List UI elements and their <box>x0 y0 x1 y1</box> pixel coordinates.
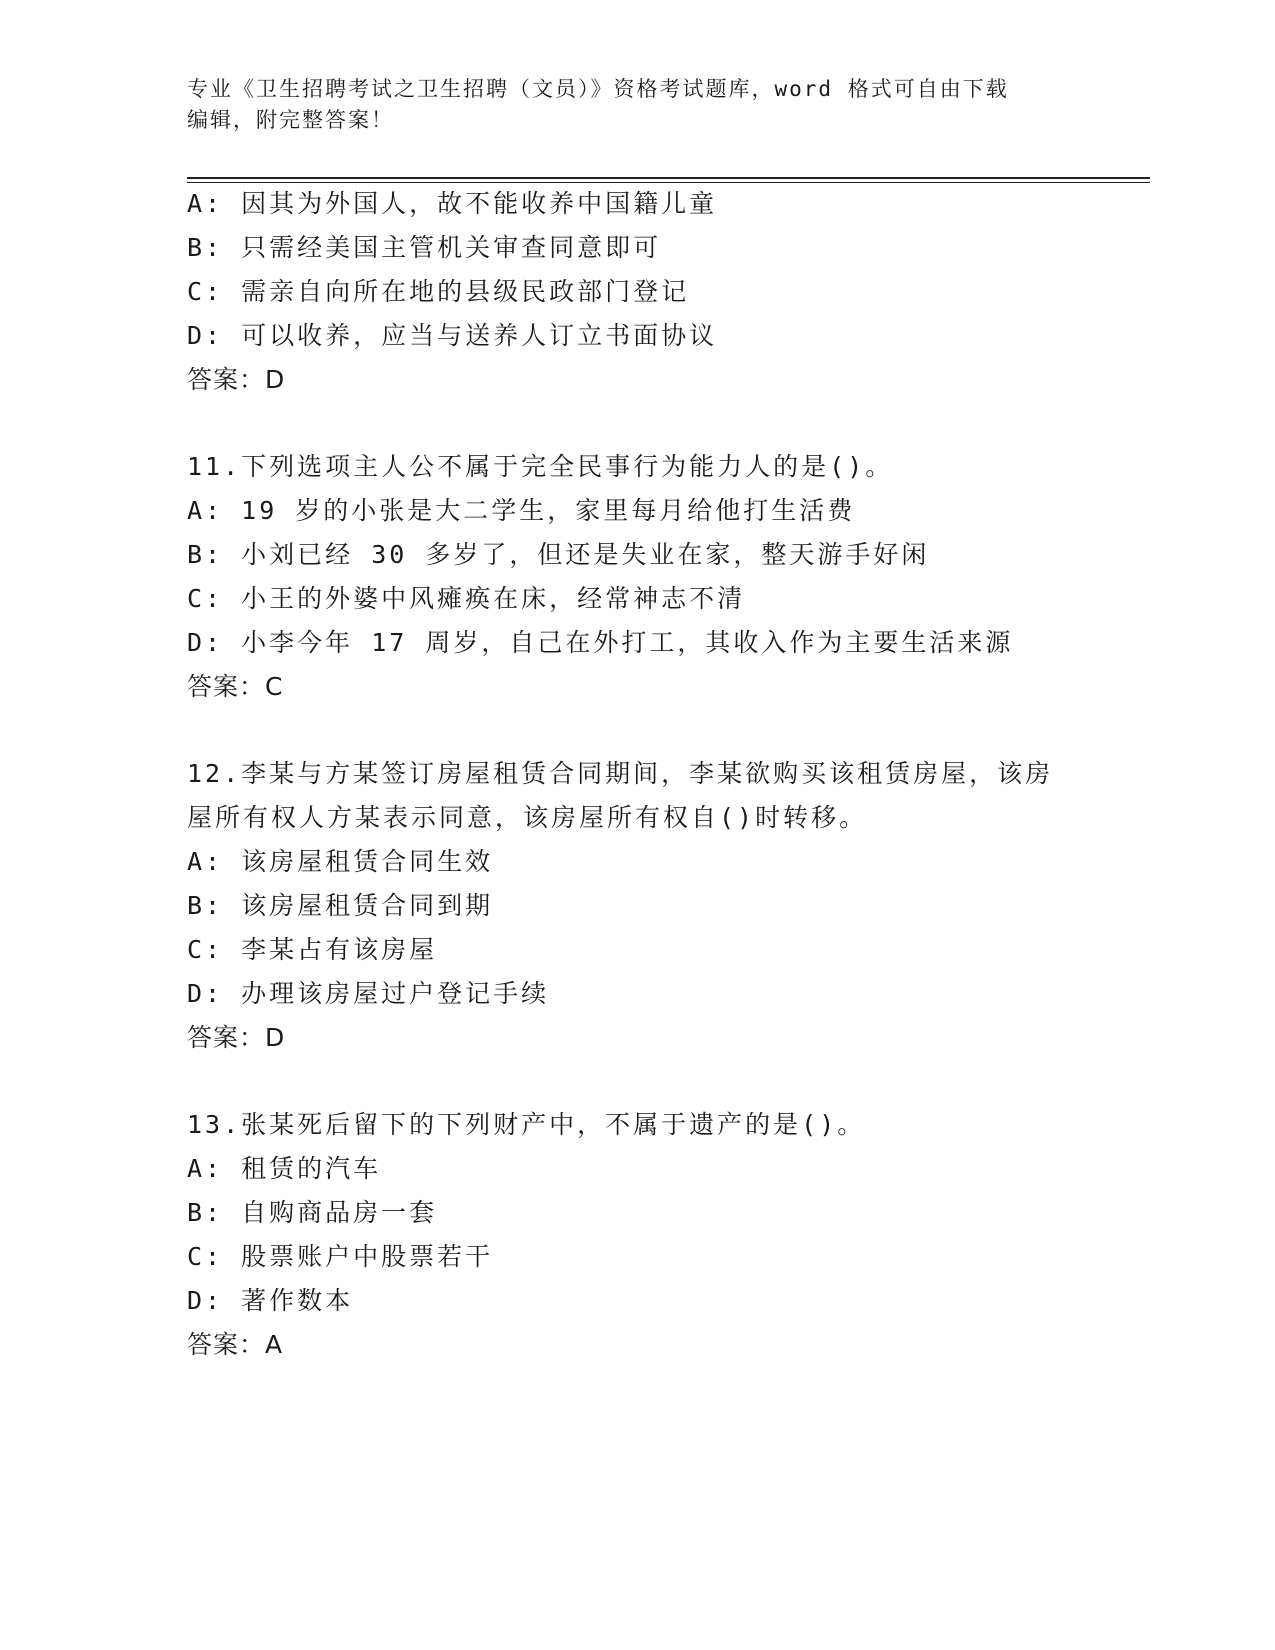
q11-option-a: A: 19 岁的小张是大二学生，家里每月给他打生活费 <box>187 496 856 525</box>
q12-option-d: D: 办理该房屋过户登记手续 <box>187 979 550 1008</box>
q10-option-b: B: 只需经美国主管机关审查同意即可 <box>187 233 662 262</box>
q11-option-c: C: 小王的外婆中风瘫痪在床，经常神志不清 <box>187 584 746 613</box>
q12-option-c: C: 李某占有该房屋 <box>187 935 438 964</box>
q13-option-d: D: 著作数本 <box>187 1286 354 1315</box>
document-header <box>187 74 1087 136</box>
q13-option-a: A: 租赁的汽车 <box>187 1154 382 1183</box>
q13-option-b: B: 自购商品房一套 <box>187 1198 438 1227</box>
q10-answer: 答案：D <box>187 365 286 394</box>
q12-stem-line-2: 屋所有权人方某表示同意，该房屋所有权自()时转移。 <box>187 803 868 832</box>
header-line-1: 专业《卫生招聘考试之卫生招聘（文员）》资格考试题库，word 格式可自由下载 <box>187 77 1009 101</box>
q11-stem: 11.下列选项主人公不属于完全民事行为能力人的是()。 <box>187 452 894 481</box>
q11-option-d: D: 小李今年 17 周岁，自己在外打工，其收入作为主要生活来源 <box>187 628 1014 657</box>
q11-option-b: B: 小刘已经 30 多岁了，但还是失业在家，整天游手好闲 <box>187 540 930 569</box>
header-line-2: 编辑，附完整答案！ <box>187 108 394 132</box>
q13-option-c: C: 股票账户中股票若干 <box>187 1242 494 1271</box>
q13-answer: 答案：A <box>187 1330 284 1359</box>
q12-answer: 答案：D <box>187 1023 286 1052</box>
header-divider-thin <box>187 182 1150 183</box>
q12-option-a: A: 该房屋租赁合同生效 <box>187 847 494 876</box>
q10-option-d: D: 可以收养，应当与送养人订立书面协议 <box>187 321 718 350</box>
q10-option-a: A: 因其为外国人，故不能收养中国籍儿童 <box>187 189 718 218</box>
q13-stem: 13.张某死后留下的下列财产中，不属于遗产的是()。 <box>187 1110 866 1139</box>
q12-stem-line-1: 12.李某与方某签订房屋租赁合同期间，李某欲购买该租赁房屋，该房 <box>187 759 1054 788</box>
q11-answer: 答案：C <box>187 672 284 701</box>
header-divider-thick <box>187 177 1150 179</box>
q10-option-c: C: 需亲自向所在地的县级民政部门登记 <box>187 277 690 306</box>
q12-option-b: B: 该房屋租赁合同到期 <box>187 891 494 920</box>
